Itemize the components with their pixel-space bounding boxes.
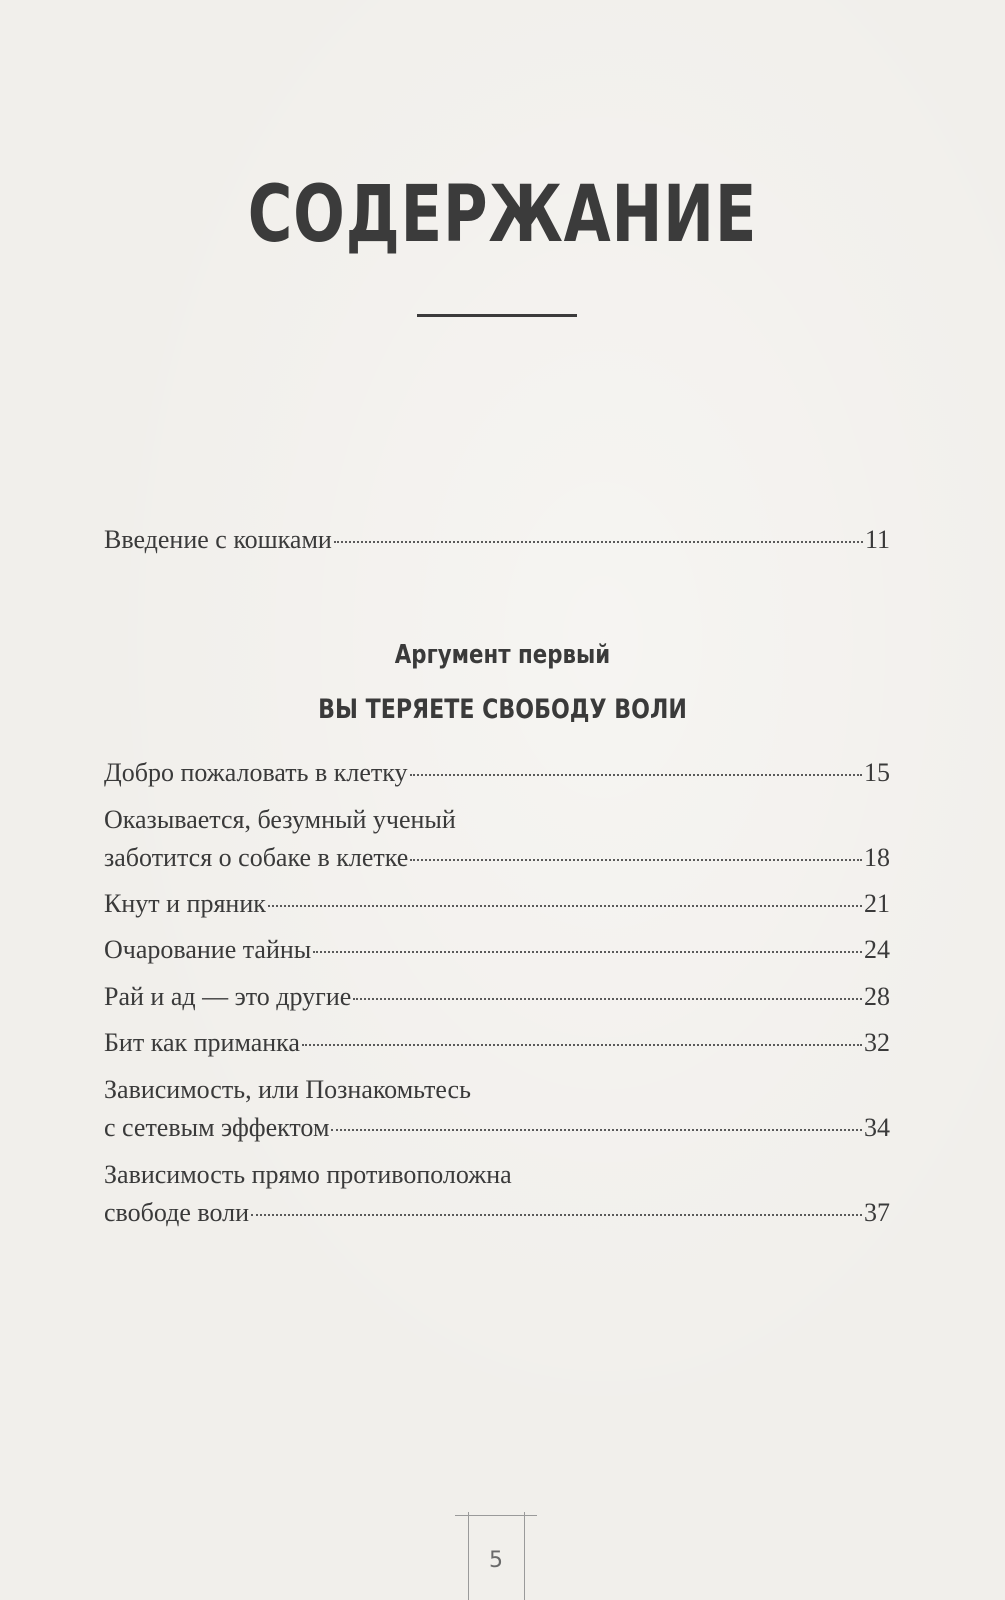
toc-entry-label: Рай и ад — это другие bbox=[104, 982, 352, 1011]
dot-leader bbox=[334, 541, 863, 543]
toc-item bbox=[104, 889, 890, 919]
page-title: СОДЕРЖАНИЕ bbox=[247, 170, 758, 260]
page-number: 5 bbox=[489, 1548, 503, 1573]
section-title: ВЫ ТЕРЯЕТЕ СВОБОДУ ВОЛИ bbox=[318, 694, 687, 725]
toc-entry[interactable] bbox=[104, 1028, 890, 1058]
toc-entry-page: 34 bbox=[864, 1113, 890, 1142]
toc-entry-page: 11 bbox=[864, 525, 890, 554]
toc-item bbox=[104, 935, 890, 965]
toc-entry-label: свободе воли bbox=[104, 1198, 250, 1227]
dot-leader bbox=[410, 859, 862, 861]
toc-entry-label: Бит как приманка bbox=[104, 1028, 300, 1057]
toc-entry-label: Добро пожаловать в клетку bbox=[104, 758, 408, 787]
toc-entry-label-line1: Зависимость, или Познакомьтесь bbox=[104, 1075, 471, 1104]
toc-entry[interactable] bbox=[104, 982, 890, 1012]
toc-entry[interactable] bbox=[104, 525, 890, 555]
toc-item bbox=[104, 805, 890, 873]
toc-entry[interactable] bbox=[104, 1113, 890, 1143]
toc-entry[interactable] bbox=[104, 935, 890, 965]
dot-leader bbox=[331, 1129, 862, 1131]
dot-leader bbox=[353, 998, 862, 1000]
toc-entry-label: Введение с кошками bbox=[104, 525, 332, 554]
dot-leader bbox=[410, 774, 862, 776]
section-subtitle: Аргумент первый bbox=[394, 640, 611, 670]
dot-leader bbox=[251, 1214, 862, 1216]
toc-entry-page: 28 bbox=[864, 982, 890, 1011]
toc-intro bbox=[104, 525, 890, 555]
toc-item bbox=[104, 1075, 890, 1143]
toc-entry-page: 18 bbox=[864, 843, 890, 872]
toc-entry-page: 21 bbox=[864, 889, 890, 918]
dot-leader bbox=[268, 905, 862, 907]
toc-entry[interactable] bbox=[104, 758, 890, 788]
toc-entry-page: 32 bbox=[864, 1028, 890, 1057]
toc-entry-page: 15 bbox=[864, 758, 890, 787]
toc-entry-label: заботится о собаке в клетке bbox=[104, 843, 409, 872]
toc-item bbox=[104, 982, 890, 1012]
toc-entry[interactable] bbox=[104, 843, 890, 873]
toc-entry-page: 37 bbox=[864, 1198, 890, 1227]
toc-item bbox=[104, 1028, 890, 1058]
toc-entry-label: Кнут и пряник bbox=[104, 889, 266, 918]
toc-item bbox=[104, 758, 890, 788]
toc-entry-label: с сетевым эффектом bbox=[104, 1113, 330, 1142]
toc-entry-label-line1: Зависимость прямо противоположна bbox=[104, 1160, 512, 1189]
folio-frame bbox=[455, 1512, 537, 1600]
toc-item bbox=[104, 1160, 890, 1228]
title-underline bbox=[417, 314, 577, 317]
toc-entry-label: Очарование тайны bbox=[104, 935, 312, 964]
dot-leader bbox=[302, 1044, 862, 1046]
toc-entry-page: 24 bbox=[864, 935, 890, 964]
dot-leader bbox=[313, 951, 862, 953]
toc-entry-label-line1: Оказывается, безумный ученый bbox=[104, 805, 456, 834]
toc-entry[interactable] bbox=[104, 889, 890, 919]
toc-entry[interactable] bbox=[104, 1198, 890, 1228]
